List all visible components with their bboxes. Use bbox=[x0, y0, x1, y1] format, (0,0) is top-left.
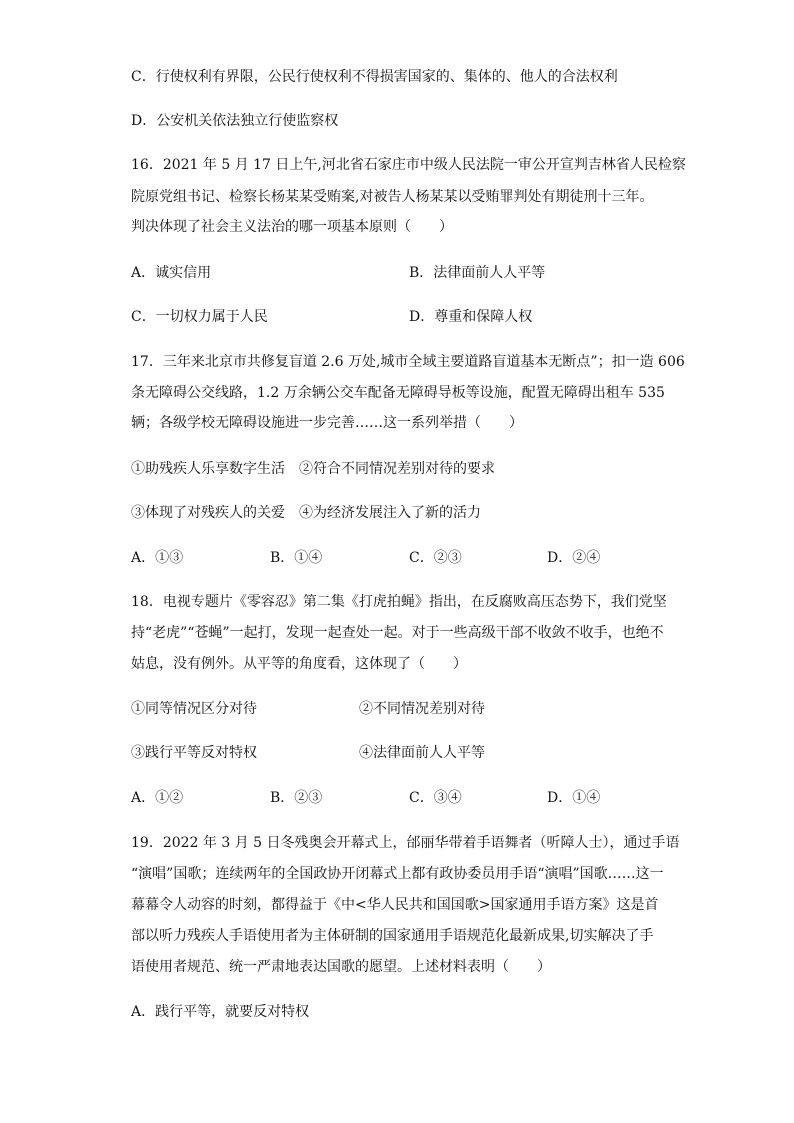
q19-stem-line-4: 部以听力残疾人手语使用者为主体研制的国家通用手语规范化最新成果,切实解决了手 bbox=[131, 928, 654, 944]
q19-option-a: A．践行平等，就要反对特权 bbox=[131, 1004, 310, 1020]
q19-stem-line-3: 幕幕令人动容的时刻，都得益于《中<华人民共和国国歌>国家通用手语方案》这是首 bbox=[131, 897, 659, 913]
q16-stem-line-2: 院原党组书记、检察长杨某某受贿案,对被告人杨某某以受贿罪判处有期徒刑十三年。 bbox=[131, 189, 654, 205]
q17-option-b: B．①④ bbox=[270, 550, 323, 566]
q18-option-b: B．②③ bbox=[270, 790, 323, 806]
q16-stem-line-1: 16．2021 年 5 月 17 日上午,河北省石家庄市中级人民法院一审公开宣判吉林省人民检察 bbox=[131, 157, 686, 173]
q17-stem-line-3: 辆；各级学校无障碍设施进一步完善……这一系列举措（ ） bbox=[131, 415, 523, 431]
q18-stem-line-3: 姑息，没有例外。从平等的角度看，这体现了（ ） bbox=[131, 656, 467, 672]
q17-option-d: D．②④ bbox=[547, 550, 601, 566]
q18-statement-3: ③践行平等反对特权 bbox=[131, 745, 257, 761]
q16-option-a: A．诚实信用 bbox=[131, 265, 212, 281]
q17-option-a: A．①③ bbox=[131, 550, 184, 566]
q18-stem-line-2: 持“老虎”“苍蝇”一起打，发现一起查处一起。对于一些高级干部不收敛不收手，也绝不 bbox=[131, 625, 664, 641]
q18-option-a: A．①② bbox=[131, 790, 184, 806]
q17-statements-line-1: ①助残疾人乐享数字生活 ②符合不同情况差别对待的要求 bbox=[131, 461, 495, 477]
q19-stem-line-1: 19．2022 年 3 月 5 日冬残奥会开幕式上，邰丽华带着手语舞者（听障人士），通过手语 bbox=[131, 835, 680, 851]
q16-option-c: C．一切权力属于人民 bbox=[131, 309, 268, 325]
q17-statements-line-2: ③体现了对残疾人的关爱 ④为经济发展注入了新的活力 bbox=[131, 505, 481, 521]
q18-statement-2: ②不同情况差别对待 bbox=[359, 701, 485, 717]
q17-option-c: C．②③ bbox=[409, 550, 462, 566]
q18-option-c: C．③④ bbox=[409, 790, 462, 806]
q18-statement-4: ④法律面前人人平等 bbox=[359, 745, 485, 761]
q16-option-b: B．法律面前人人平等 bbox=[409, 265, 546, 281]
q18-option-d: D．①④ bbox=[547, 790, 601, 806]
q18-stem-line-1: 18．电视专题片《零容忍》第二集《打虎拍蝇》指出，在反腐败高压态势下，我们党坚 bbox=[131, 594, 667, 610]
q19-stem-line-5: 语使用者规范、统一严肃地表达国歌的愿望。上述材料表明（ ） bbox=[131, 959, 551, 975]
q17-stem-line-2: 条无障碍公交线路，1.2 万余辆公交车配备无障碍导板等设施，配置无障碍出租车 535 bbox=[131, 385, 665, 401]
q16-option-d: D．尊重和保障人权 bbox=[409, 309, 533, 325]
q17-stem-line-1: 17．三年来北京市共修复盲道 2.6 万处,城市全域主要道路盲道基本无断点”；扣一造 606 bbox=[131, 354, 685, 370]
q16-stem-line-3: 判决体现了社会主义法治的哪一项基本原则（ ） bbox=[131, 219, 453, 235]
q19-stem-line-2: “演唱”国歌；连续两年的全国政协开闭幕式上都有政协委员用手语“演唱”国歌……这一 bbox=[131, 866, 664, 882]
q15-option-c: C．行使权利有界限，公民行使权利不得损害国家的、集体的、他人的合法权利 bbox=[131, 69, 618, 85]
q18-statement-1: ①同等情况区分对待 bbox=[131, 701, 257, 717]
q15-option-d: D．公安机关依法独立行使监察权 bbox=[131, 113, 339, 129]
